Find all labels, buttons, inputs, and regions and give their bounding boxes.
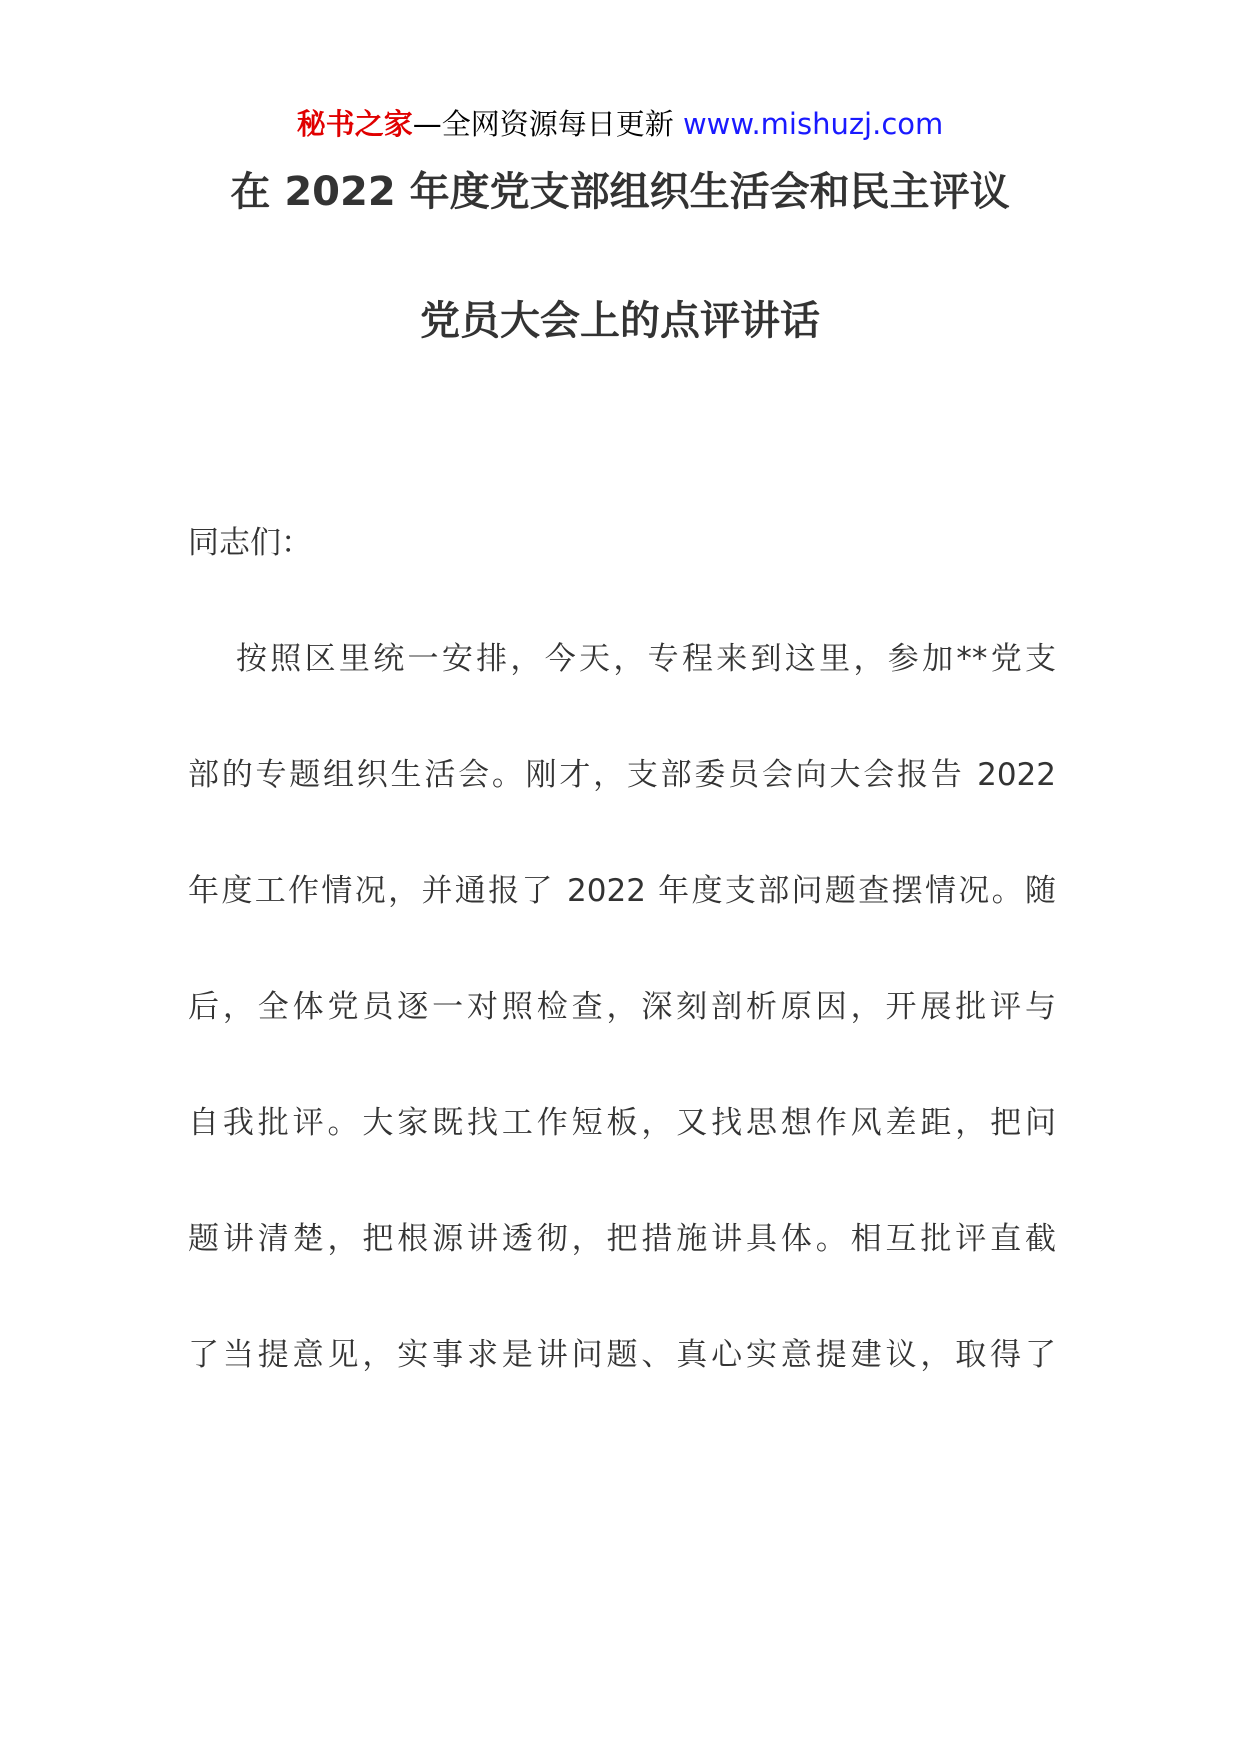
site-url-link[interactable]: www.mishuzj.com xyxy=(682,107,944,141)
salutation: 同志们： xyxy=(188,525,312,561)
body-line: 后，全体党员逐一对照检查，深刻剖析原因，开展批评与 xyxy=(188,989,1056,1025)
body-line: 按照区里统一安排，今天，专程来到这里，参加**党支 xyxy=(236,641,1056,677)
body-line: 部的专题组织生活会。刚才，支部委员会向大会报告 2022 xyxy=(188,757,1056,793)
brand-name: 秘书之家 xyxy=(296,107,413,141)
body-line: 年度工作情况，并通报了 2022 年度支部问题查摆情况。随 xyxy=(188,873,1056,909)
header-tagline: —全网资源每日更新 xyxy=(412,107,683,141)
body-line: 自我批评。大家既找工作短板，又找思想作风差距，把问 xyxy=(188,1105,1056,1141)
body-line: 了当提意见，实事求是讲问题、真心实意提建议，取得了 xyxy=(188,1337,1056,1373)
document-title-line-2: 党员大会上的点评讲话 xyxy=(420,298,820,344)
site-header xyxy=(0,104,1240,144)
body-line: 题讲清楚，把根源讲透彻，把措施讲具体。相互批评直截 xyxy=(188,1221,1056,1257)
document-title-line-1: 在 2022 年度党支部组织生活会和民主评议 xyxy=(230,169,1010,215)
